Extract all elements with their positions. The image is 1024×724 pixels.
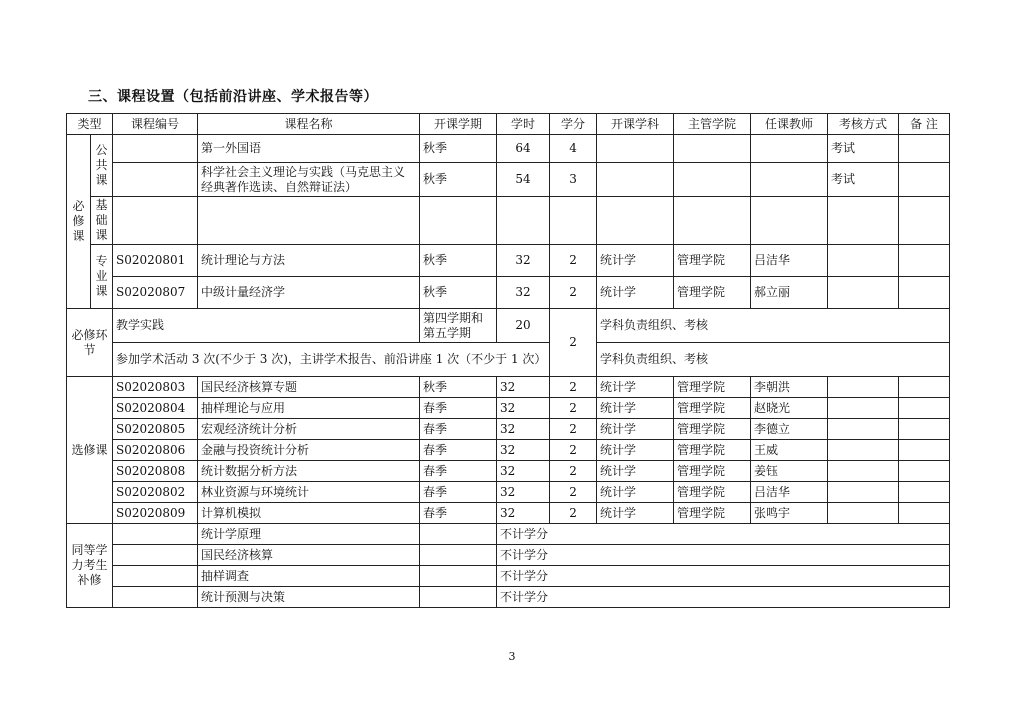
page-number: 3	[508, 650, 516, 663]
elective-row	[67, 440, 950, 461]
empty-cell	[751, 197, 828, 245]
course-credit-note: 不计学分	[497, 545, 950, 566]
course-code: S02020805	[113, 419, 198, 440]
course-note	[899, 398, 950, 419]
makeup-label: 同等学力考生补修	[67, 524, 113, 608]
course-discipline: 统计学	[597, 277, 674, 309]
course-credits: 2	[550, 277, 597, 309]
practice-semester: 第四学期和第五学期	[420, 309, 497, 343]
course-credits: 2	[550, 440, 597, 461]
course-discipline: 统计学	[597, 245, 674, 277]
header-row	[67, 114, 950, 135]
course-semester: 秋季	[420, 163, 497, 197]
header-semester: 开课学期	[420, 114, 497, 135]
public-label: 公共课	[91, 135, 113, 197]
course-semester: 秋季	[420, 377, 497, 398]
course-code	[113, 524, 198, 545]
required-major-row	[67, 277, 950, 309]
required-public-row	[67, 135, 950, 163]
course-hours: 32	[497, 503, 550, 524]
course-code	[113, 163, 198, 197]
course-name: 抽样调查	[198, 566, 420, 587]
header-code: 课程编号	[113, 114, 198, 135]
course-note	[899, 245, 950, 277]
empty-cell	[597, 197, 674, 245]
course-note	[899, 440, 950, 461]
empty-cell	[550, 197, 597, 245]
course-teacher: 王威	[751, 440, 828, 461]
empty-cell	[420, 197, 497, 245]
makeup-row	[67, 545, 950, 566]
course-semester: 秋季	[420, 277, 497, 309]
practice-org: 学科负责组织、考核	[597, 309, 950, 343]
course-code: S02020801	[113, 245, 198, 277]
required-basic-row	[67, 197, 950, 245]
course-semester: 春季	[420, 440, 497, 461]
course-code: S02020806	[113, 440, 198, 461]
course-name: 统计理论与方法	[198, 245, 420, 277]
course-code: S02020808	[113, 461, 198, 482]
course-name: 宏观经济统计分析	[198, 419, 420, 440]
course-credits: 2	[550, 398, 597, 419]
course-semester: 春季	[420, 398, 497, 419]
course-note	[899, 377, 950, 398]
course-note	[899, 482, 950, 503]
course-exam	[828, 398, 899, 419]
course-teacher	[751, 135, 828, 163]
course-college: 管理学院	[674, 245, 751, 277]
activity-org: 学科负责组织、考核	[597, 343, 950, 377]
course-college	[674, 163, 751, 197]
course-name: 统计预测与决策	[198, 587, 420, 608]
elective-row	[67, 419, 950, 440]
course-note	[899, 461, 950, 482]
course-exam	[828, 503, 899, 524]
major-label: 专业课	[91, 245, 113, 309]
course-note	[899, 419, 950, 440]
course-name: 中级计量经济学	[198, 277, 420, 309]
course-teacher: 李朝洪	[751, 377, 828, 398]
course-hours: 32	[497, 461, 550, 482]
course-exam: 考试	[828, 135, 899, 163]
course-code: S02020807	[113, 277, 198, 309]
header-exam: 考核方式	[828, 114, 899, 135]
course-note	[899, 503, 950, 524]
elective-row	[67, 461, 950, 482]
course-teacher: 赵晓光	[751, 398, 828, 419]
required-links-row	[67, 343, 950, 377]
course-name: 第一外国语	[198, 135, 420, 163]
course-hours: 32	[497, 419, 550, 440]
practice-name: 教学实践	[113, 309, 420, 343]
course-discipline: 统计学	[597, 503, 674, 524]
required-public-row	[67, 163, 950, 197]
course-exam	[828, 277, 899, 309]
course-hours: 32	[497, 440, 550, 461]
empty-cell	[828, 197, 899, 245]
course-semester: 春季	[420, 482, 497, 503]
header-teacher: 任课教师	[751, 114, 828, 135]
required-links-label: 必修环节	[67, 309, 113, 377]
course-semester: 春季	[420, 461, 497, 482]
course-note	[899, 163, 950, 197]
course-exam	[828, 245, 899, 277]
course-teacher: 吕洁华	[751, 245, 828, 277]
course-name: 统计数据分析方法	[198, 461, 420, 482]
course-name: 科学社会主义理论与实践（马克思主义经典著作选读、自然辩证法）	[198, 163, 420, 197]
elective-label: 选修课	[67, 377, 113, 524]
header-discipline: 开课学科	[597, 114, 674, 135]
course-name: 金融与投资统计分析	[198, 440, 420, 461]
activity-description: 参加学术活动 3 次(不少于 3 次)，主讲学术报告、前沿讲座 1 次（不少于 1 次）	[113, 343, 550, 377]
course-code	[113, 566, 198, 587]
course-semester	[420, 587, 497, 608]
course-exam	[828, 461, 899, 482]
course-credits: 3	[550, 163, 597, 197]
header-name: 课程名称	[198, 114, 420, 135]
course-code: S02020803	[113, 377, 198, 398]
course-name: 林业资源与环境统计	[198, 482, 420, 503]
course-credit-note: 不计学分	[497, 566, 950, 587]
course-teacher: 李德立	[751, 419, 828, 440]
elective-row	[67, 503, 950, 524]
course-credits: 2	[550, 482, 597, 503]
makeup-row	[67, 587, 950, 608]
course-credits: 2	[550, 377, 597, 398]
course-semester: 秋季	[420, 245, 497, 277]
course-discipline	[597, 135, 674, 163]
course-code	[113, 135, 198, 163]
course-teacher: 吕洁华	[751, 482, 828, 503]
course-teacher	[751, 163, 828, 197]
course-college: 管理学院	[674, 377, 751, 398]
course-college	[674, 135, 751, 163]
course-note	[899, 135, 950, 163]
course-semester	[420, 545, 497, 566]
course-code: S02020804	[113, 398, 198, 419]
course-teacher: 姜钰	[751, 461, 828, 482]
links-credits: 2	[550, 309, 597, 377]
course-discipline: 统计学	[597, 419, 674, 440]
course-semester: 春季	[420, 419, 497, 440]
course-semester: 春季	[420, 503, 497, 524]
course-credits: 2	[550, 461, 597, 482]
course-discipline: 统计学	[597, 461, 674, 482]
course-college: 管理学院	[674, 398, 751, 419]
course-hours: 32	[497, 245, 550, 277]
course-table-body	[67, 114, 950, 608]
header-college: 主管学院	[674, 114, 751, 135]
section-title: 三、课程设置（包括前沿讲座、学术报告等）	[88, 89, 378, 105]
course-semester: 秋季	[420, 135, 497, 163]
header-type: 类型	[67, 114, 113, 135]
course-hours: 64	[497, 135, 550, 163]
course-code: S02020809	[113, 503, 198, 524]
basic-label: 基础课	[91, 197, 113, 245]
header-note: 备 注	[899, 114, 950, 135]
course-discipline: 统计学	[597, 440, 674, 461]
course-teacher: 张鸣宇	[751, 503, 828, 524]
elective-row	[67, 482, 950, 503]
course-hours: 32	[497, 377, 550, 398]
course-credits: 2	[550, 245, 597, 277]
empty-cell	[497, 197, 550, 245]
course-discipline: 统计学	[597, 398, 674, 419]
practice-hours: 20	[497, 309, 550, 343]
course-exam: 考试	[828, 163, 899, 197]
course-teacher: 郝立丽	[751, 277, 828, 309]
course-hours: 32	[497, 482, 550, 503]
course-code: S02020802	[113, 482, 198, 503]
course-name: 统计学原理	[198, 524, 420, 545]
makeup-row	[67, 524, 950, 545]
course-name: 国民经济核算	[198, 545, 420, 566]
course-exam	[828, 419, 899, 440]
course-hours: 32	[497, 398, 550, 419]
course-name: 抽样理论与应用	[198, 398, 420, 419]
header-credits: 学分	[550, 114, 597, 135]
course-exam	[828, 440, 899, 461]
course-college: 管理学院	[674, 440, 751, 461]
required-links-row	[67, 309, 950, 343]
course-discipline: 统计学	[597, 482, 674, 503]
course-code	[113, 587, 198, 608]
course-discipline: 统计学	[597, 377, 674, 398]
course-discipline	[597, 163, 674, 197]
elective-row	[67, 377, 950, 398]
course-hours: 54	[497, 163, 550, 197]
makeup-row	[67, 566, 950, 587]
elective-row	[67, 398, 950, 419]
course-exam	[828, 482, 899, 503]
empty-cell	[899, 197, 950, 245]
course-exam	[828, 377, 899, 398]
course-college: 管理学院	[674, 503, 751, 524]
course-semester	[420, 566, 497, 587]
course-semester	[420, 524, 497, 545]
course-college: 管理学院	[674, 482, 751, 503]
course-college: 管理学院	[674, 419, 751, 440]
course-table	[66, 113, 950, 608]
course-credits: 2	[550, 419, 597, 440]
course-name: 国民经济核算专题	[198, 377, 420, 398]
required-major-row	[67, 245, 950, 277]
course-name: 计算机模拟	[198, 503, 420, 524]
course-code	[113, 545, 198, 566]
empty-cell	[198, 197, 420, 245]
course-college: 管理学院	[674, 277, 751, 309]
course-credit-note: 不计学分	[497, 587, 950, 608]
course-note	[899, 277, 950, 309]
course-credits: 4	[550, 135, 597, 163]
course-college: 管理学院	[674, 461, 751, 482]
empty-cell	[674, 197, 751, 245]
required-label: 必修课	[67, 135, 91, 309]
course-hours: 32	[497, 277, 550, 309]
empty-cell	[113, 197, 198, 245]
course-credit-note: 不计学分	[497, 524, 950, 545]
header-hours: 学时	[497, 114, 550, 135]
course-credits: 2	[550, 503, 597, 524]
